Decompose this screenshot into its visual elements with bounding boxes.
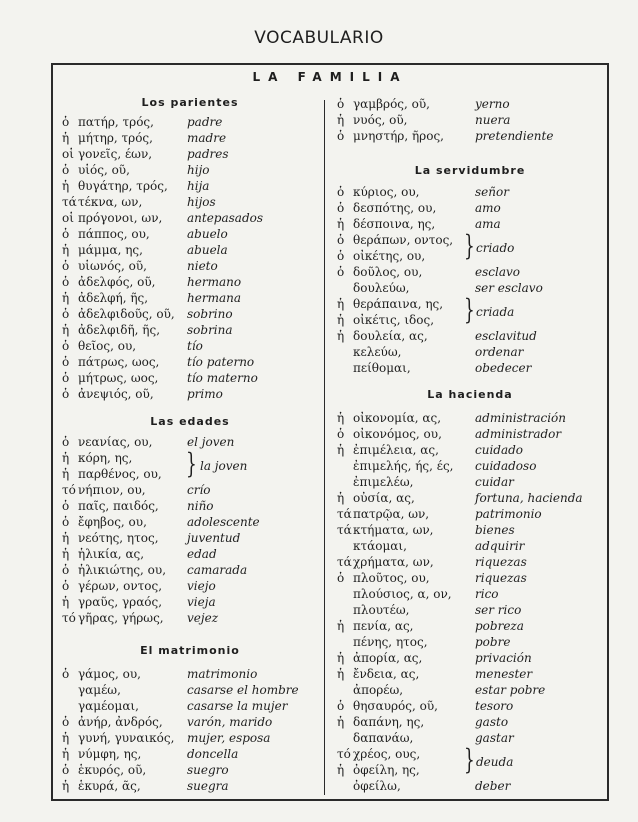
greek-article: ὁ: [337, 699, 345, 713]
greek-article: τά: [337, 523, 352, 537]
spanish-translation: suegra: [187, 779, 229, 793]
spanish-translation: señor: [475, 185, 509, 199]
greek-term: δαπάνη, ης,: [353, 715, 425, 729]
spanish-translation: vieja: [187, 595, 216, 609]
heading-parientes: Los parientes: [141, 96, 239, 109]
brace-joven: }: [186, 447, 197, 480]
greek-term: ἀδελφιδῆ, ῆς,: [78, 323, 161, 337]
greek-term: υἱωνός, οῦ,: [78, 259, 147, 273]
greek-article: ἡ: [337, 667, 345, 681]
spanish-translation: deber: [475, 779, 511, 793]
spanish-translation: nuera: [475, 113, 511, 127]
spanish-translation: administrador: [475, 427, 562, 441]
spanish-translation: tío paterno: [187, 355, 255, 369]
greek-term: πείθομαι,: [353, 361, 411, 375]
greek-article: ἡ: [62, 779, 70, 793]
greek-article: ὁ: [62, 163, 70, 177]
greek-article: ὁ: [62, 371, 70, 385]
greek-article: τό: [62, 483, 76, 497]
greek-term: κόρη, ης,: [78, 451, 133, 465]
spanish-translation: hermana: [187, 291, 241, 305]
greek-term: θυγάτηρ, τρός,: [78, 179, 168, 193]
spanish-translation: primo: [187, 387, 223, 401]
greek-article: ἡ: [62, 291, 70, 305]
spanish-translation: adolescente: [187, 515, 260, 529]
label-criado: criado: [476, 241, 515, 255]
greek-article: ἡ: [337, 715, 345, 729]
spanish-translation: camarada: [187, 563, 248, 577]
spanish-translation: cuidadoso: [475, 459, 537, 473]
greek-term: ἀπορέω,: [353, 683, 404, 697]
greek-term: πάππος, ου,: [78, 227, 150, 241]
greek-article: ὁ: [62, 667, 70, 681]
greek-term: οἰκονομία, ας,: [353, 411, 442, 425]
spanish-translation: yerno: [475, 97, 510, 111]
greek-article: ὁ: [337, 249, 345, 263]
greek-term: μήτρως, ωος,: [78, 371, 159, 385]
spanish-translation: tío materno: [187, 371, 258, 385]
spanish-translation: administración: [475, 411, 567, 425]
heading-hacienda: La hacienda: [427, 388, 513, 401]
spanish-translation: esclavo: [475, 265, 520, 279]
greek-article: ὁ: [62, 579, 70, 593]
spanish-translation: rico: [475, 587, 499, 601]
greek-term: ἐπιμέλεια, ας,: [353, 443, 439, 457]
greek-term: δουλεύω,: [353, 281, 410, 295]
spanish-translation: adquirir: [475, 539, 525, 553]
greek-article: ἡ: [62, 747, 70, 761]
heading-edades: Las edades: [150, 415, 230, 428]
label-criada: criada: [476, 305, 515, 319]
spanish-translation: esclavitud: [475, 329, 537, 343]
spanish-translation: viejo: [187, 579, 216, 593]
greek-article: ὁ: [337, 427, 345, 441]
greek-term: ἀδελφιδοῦς, οῦ,: [78, 307, 175, 321]
greek-article: ἡ: [62, 323, 70, 337]
spanish-translation: casarse la mujer: [187, 699, 288, 713]
spanish-translation: estar pobre: [475, 683, 546, 697]
greek-article: ὁ: [337, 265, 345, 279]
greek-term: πατήρ, τρός,: [78, 115, 154, 129]
greek-term: γραῦς, γραός,: [78, 595, 163, 609]
greek-article: ἡ: [337, 411, 345, 425]
spanish-translation: matrimonio: [187, 667, 258, 681]
spanish-translation: varón, marido: [187, 715, 273, 729]
brace-deuda: }: [464, 743, 475, 776]
spanish-translation: pretendiente: [475, 129, 554, 143]
greek-article: τά: [337, 507, 352, 521]
greek-article: ὁ: [62, 275, 70, 289]
greek-article: ὁ: [62, 715, 70, 729]
spanish-translation: madre: [187, 131, 227, 145]
heading-matrimonio: El matrimonio: [140, 644, 240, 657]
greek-article: ὁ: [62, 387, 70, 401]
greek-term: πάτρως, ωος,: [78, 355, 160, 369]
spanish-translation: cuidado: [475, 443, 524, 457]
spanish-translation: vejez: [187, 611, 219, 625]
greek-article: ἡ: [337, 443, 345, 457]
greek-term: ἡλικιώτης, ου,: [78, 563, 167, 577]
spanish-translation: fortuna, hacienda: [475, 491, 583, 505]
spanish-translation: ser rico: [475, 603, 522, 617]
greek-term: γέρων, οντος,: [78, 579, 163, 593]
greek-article: ἡ: [62, 131, 70, 145]
greek-article: ἡ: [62, 467, 70, 481]
greek-term: νεότης, ητος,: [78, 531, 159, 545]
greek-term: ἀπορία, ας,: [353, 651, 423, 665]
greek-article: ὁ: [62, 227, 70, 241]
spanish-translation: gastar: [475, 731, 514, 745]
greek-article: ἡ: [337, 313, 345, 327]
greek-article: ὁ: [62, 339, 70, 353]
greek-term: παρθένος, ου,: [78, 467, 162, 481]
greek-term: κελεύω,: [353, 345, 402, 359]
greek-term: δέσποινα, ης,: [353, 217, 436, 231]
greek-article: ὁ: [62, 515, 70, 529]
greek-term: μάμμα, ης,: [78, 243, 143, 257]
greek-article: ὁ: [337, 129, 345, 143]
spanish-translation: juventud: [187, 531, 241, 545]
greek-term: δουλεία, ας,: [353, 329, 428, 343]
brace-criada: }: [464, 293, 475, 326]
greek-article: τά: [62, 195, 77, 209]
spanish-translation: antepasados: [187, 211, 264, 225]
spanish-translation: privación: [475, 651, 532, 665]
greek-article: ἡ: [62, 179, 70, 193]
greek-term: τέκνα, ων,: [78, 195, 143, 209]
greek-term: οἰκέτης, ου,: [353, 249, 426, 263]
greek-term: υἱός, οῦ,: [78, 163, 130, 177]
spanish-translation: hijo: [187, 163, 210, 177]
greek-term: θησαυρός, οῦ,: [353, 699, 438, 713]
spanish-translation: el joven: [187, 435, 235, 449]
greek-article: ἡ: [337, 651, 345, 665]
spanish-translation: padres: [187, 147, 229, 161]
greek-term: νεανίας, ου,: [78, 435, 153, 449]
greek-term: ἐπιμελής, ής, ές,: [353, 459, 454, 473]
spanish-translation: niño: [187, 499, 214, 513]
greek-article: ὁ: [337, 97, 345, 111]
greek-term: νήπιον, ου,: [78, 483, 146, 497]
greek-term: δεσπότης, ου,: [353, 201, 437, 215]
greek-term: γονεῖς, έων,: [78, 147, 153, 161]
greek-article: οἱ: [62, 211, 74, 225]
greek-term: κύριος, ου,: [353, 185, 420, 199]
greek-term: ὀφείλη, ης,: [353, 763, 420, 777]
spanish-translation: doncella: [187, 747, 239, 761]
spanish-translation: riquezas: [475, 555, 527, 569]
greek-article: ὁ: [337, 185, 345, 199]
greek-term: χρήματα, ων,: [353, 555, 434, 569]
greek-article: ὁ: [62, 763, 70, 777]
greek-article: ὁ: [62, 307, 70, 321]
spanish-translation: menester: [475, 667, 533, 681]
label-la-joven: la joven: [200, 459, 248, 473]
spanish-translation: amo: [475, 201, 501, 215]
spanish-translation: mujer, esposa: [187, 731, 271, 745]
brace-criado: }: [464, 229, 475, 262]
greek-term: ἑκυρός, οῦ,: [78, 763, 147, 777]
greek-term: ἑκυρά, ᾶς,: [78, 779, 141, 793]
spanish-translation: tesoro: [475, 699, 514, 713]
greek-term: νυός, οῦ,: [353, 113, 408, 127]
greek-article: ὁ: [62, 435, 70, 449]
greek-term: γαμέω,: [78, 683, 121, 697]
spanish-translation: abuela: [187, 243, 228, 257]
greek-term: πατρῷα, ων,: [353, 507, 430, 521]
column-divider: [324, 100, 325, 795]
spanish-translation: gasto: [475, 715, 509, 729]
greek-term: ἔφηβος, ου,: [78, 515, 147, 529]
greek-term: ἀδελφός, οῦ,: [78, 275, 156, 289]
greek-article: ὁ: [337, 571, 345, 585]
page-title: VOCABULARIO: [254, 28, 384, 48]
greek-term: χρέος, ους,: [353, 747, 421, 761]
greek-term: γυνή, γυναικός,: [78, 731, 175, 745]
spanish-translation: riquezas: [475, 571, 527, 585]
greek-term: ἀνεψιός, οῦ,: [78, 387, 154, 401]
spanish-translation: suegro: [187, 763, 229, 777]
greek-term: γαμβρός, οῦ,: [353, 97, 430, 111]
greek-term: γαμέομαι,: [78, 699, 139, 713]
heading-servidumbre: La servidumbre: [414, 164, 526, 177]
greek-article: ἡ: [62, 243, 70, 257]
greek-article: ἡ: [62, 531, 70, 545]
greek-term: θεράπαινα, ης,: [353, 297, 444, 311]
greek-article: ὁ: [337, 233, 345, 247]
greek-article: ἡ: [337, 217, 345, 231]
spanish-translation: sobrino: [187, 307, 233, 321]
greek-term: πλοῦτος, ου,: [353, 571, 430, 585]
greek-term: ἡλικία, ας,: [78, 547, 145, 561]
greek-article: τό: [62, 611, 76, 625]
greek-term: δοῦλος, ου,: [353, 265, 423, 279]
spanish-translation: pobre: [475, 635, 511, 649]
spanish-translation: sobrina: [187, 323, 233, 337]
greek-term: νύμφη, ης,: [78, 747, 142, 761]
label-deuda: deuda: [476, 755, 514, 769]
greek-article: ὁ: [62, 259, 70, 273]
greek-term: ὀφείλω,: [353, 779, 401, 793]
spanish-translation: ser esclavo: [475, 281, 543, 295]
spanish-translation: patrimonio: [475, 507, 542, 521]
greek-article: ὁ: [62, 115, 70, 129]
greek-term: μνηστήρ, ῆρος,: [353, 129, 444, 143]
greek-term: κτάομαι,: [353, 539, 407, 553]
greek-article: ὁ: [62, 355, 70, 369]
spanish-translation: nieto: [187, 259, 218, 273]
spanish-translation: casarse el hombre: [187, 683, 299, 697]
greek-term: κτήματα, ων,: [353, 523, 434, 537]
greek-term: οἰκέτις, ιδος,: [353, 313, 435, 327]
greek-term: πλουτέω,: [353, 603, 410, 617]
greek-article: ἡ: [62, 731, 70, 745]
greek-term: γάμος, ου,: [78, 667, 141, 681]
greek-term: ἀνήρ, ἀνδρός,: [78, 715, 163, 729]
greek-term: γῆρας, γήρως,: [78, 611, 164, 625]
greek-term: πένης, ητος,: [353, 635, 428, 649]
greek-article: ὁ: [62, 499, 70, 513]
greek-term: πρόγονοι, ων,: [78, 211, 163, 225]
greek-term: ἀδελφή, ῆς,: [78, 291, 149, 305]
spanish-translation: ama: [475, 217, 501, 231]
greek-article: ἡ: [337, 491, 345, 505]
spanish-translation: hija: [187, 179, 210, 193]
greek-term: θεῖος, ου,: [78, 339, 137, 353]
greek-article: τά: [337, 555, 352, 569]
spanish-translation: obedecer: [475, 361, 532, 375]
greek-article: ἡ: [62, 451, 70, 465]
greek-article: ὁ: [62, 563, 70, 577]
greek-article: ἡ: [337, 329, 345, 343]
spanish-translation: ordenar: [475, 345, 524, 359]
greek-article: ἡ: [337, 619, 345, 633]
greek-term: ἔνδεια, ας,: [353, 667, 420, 681]
greek-article: ἡ: [62, 595, 70, 609]
greek-term: οὐσία, ας,: [353, 491, 415, 505]
greek-article: ὁ: [337, 201, 345, 215]
greek-article: τό: [337, 747, 351, 761]
spanish-translation: tío: [187, 339, 203, 353]
greek-term: μήτηρ, τρός,: [78, 131, 153, 145]
greek-article: ἡ: [337, 113, 345, 127]
spanish-translation: hermano: [187, 275, 242, 289]
greek-term: οἰκονόμος, ου,: [353, 427, 442, 441]
spanish-translation: abuelo: [187, 227, 228, 241]
greek-term: παῖς, παιδός,: [78, 499, 159, 513]
greek-article: ἡ: [337, 763, 345, 777]
greek-term: πλούσιος, α, ον,: [353, 587, 452, 601]
spanish-translation: crío: [187, 483, 211, 497]
greek-article: ἡ: [62, 547, 70, 561]
spanish-translation: edad: [187, 547, 217, 561]
greek-term: δαπανάω,: [353, 731, 414, 745]
greek-term: θεράπων, οντος,: [353, 233, 454, 247]
spanish-translation: hijos: [187, 195, 216, 209]
greek-article: ἡ: [337, 297, 345, 311]
spanish-translation: bienes: [475, 523, 515, 537]
spanish-translation: cuidar: [475, 475, 514, 489]
greek-term: ἐπιμελέω,: [353, 475, 414, 489]
greek-article: οἱ: [62, 147, 74, 161]
banner-la-familia: LA FAMILIA: [252, 70, 408, 84]
spanish-translation: padre: [187, 115, 223, 129]
greek-term: πενία, ας,: [353, 619, 414, 633]
spanish-translation: pobreza: [475, 619, 524, 633]
